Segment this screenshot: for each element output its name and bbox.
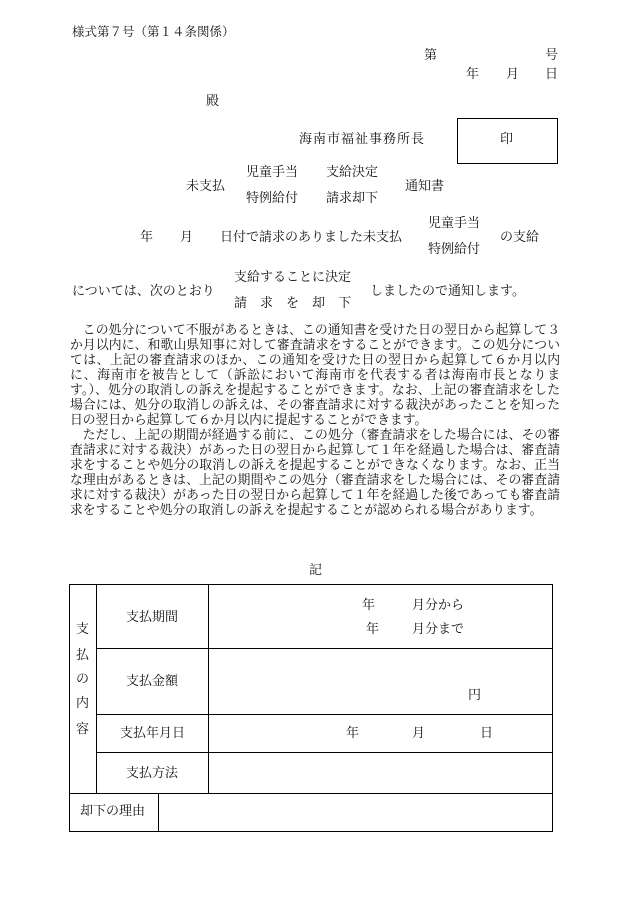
issue-month-label: 月: [506, 67, 520, 82]
table-line: [208, 585, 209, 793]
group-label-char: 内: [76, 696, 90, 711]
statement-allowance-2: 特例給付: [428, 242, 481, 257]
period-to-month: 月分まで: [412, 622, 465, 637]
record-heading: 記: [309, 563, 323, 578]
statement-choice-1: 支給することに決定: [234, 270, 352, 285]
group-label-char: 払: [76, 648, 90, 663]
issuer-name: 海南市福祉事務所長: [299, 132, 426, 147]
period-from-month: 月分から: [412, 598, 465, 613]
statement-year: 年: [140, 230, 154, 245]
statement-line2-start: については、次のとおり: [72, 284, 215, 299]
appeal-notice: [70, 323, 560, 518]
issue-day-label: 日: [545, 67, 559, 82]
period-from-year: 年: [362, 598, 376, 613]
title-allowance-2: 特例給付: [246, 191, 299, 206]
statement-month: 月: [180, 230, 194, 245]
group-label-char: の: [76, 672, 90, 687]
amount-label: 支払金額: [126, 674, 179, 689]
document-number-suffix: 号: [545, 48, 559, 63]
statement-mid: 日付で請求のありました未支払: [220, 230, 403, 245]
table-line: [96, 752, 552, 753]
title-suffix: 通知書: [405, 179, 445, 194]
table-line: [96, 648, 552, 649]
title-prefix: 未支払: [186, 179, 226, 194]
title-allowance-1: 児童手当: [246, 165, 299, 180]
table-line: [96, 714, 552, 715]
title-decision-1: 支給決定: [326, 165, 379, 180]
payment-details-table: [69, 584, 553, 832]
issue-year-label: 年: [466, 67, 480, 82]
period-label: 支払期間: [126, 610, 179, 625]
appeal-paragraph-2: ただし、上記の期間が経過する前に、この処分（審査請求をした場合には、その審査請求に対する裁決）があった日の翌日から起算して１年を経過した場合は、審査請求をすることや処分の取消しの訴えを提起することができなくなります。なお、正当な理由があるときは、上記の期間やこの処分（審査請求をした場合には、その審査請求に対する裁決）があった日の翌日から起算して１年を経過した後であっても審査請求をすることや処分の取消しの訴えを提起することが認められる場合があります。: [70, 428, 560, 518]
date-label: 支払年月日: [120, 726, 186, 741]
reject-reason-label: 却下の理由: [80, 804, 146, 819]
seal-mark: 印: [500, 132, 514, 147]
period-to-year: 年: [366, 622, 380, 637]
group-label-char: 容: [76, 722, 90, 737]
statement-line2-end: しましたので通知します。: [370, 284, 525, 299]
appeal-paragraph-1: この処分について不服があるときは、この通知書を受けた日の翌日から起算して３か月以内に、和歌山県知事に対して審査請求をすることができます。この処分については、上記の審査請求のほか、この通知を受けた日の翌日から起算して６か月以内に、海南市を被告として（訴訟において海南市を代表する者は海南市長となります。）、処分の取消しの訴えを提起することができます。なお、上記の審査請求をした場合には、処分の取消しの訴えは、その審査請求に対する裁決があったことを知った日の翌日から起算して６か月以内に提起することができます。: [70, 323, 560, 428]
amount-unit: 円: [468, 688, 482, 703]
title-decision-2: 請求却下: [326, 191, 379, 206]
table-line: [158, 793, 159, 831]
date-month: 月: [412, 726, 426, 741]
group-label-char: 支: [76, 622, 90, 637]
addressee-suffix: 殿: [206, 94, 220, 109]
document-number-prefix: 第: [424, 48, 438, 63]
table-line: [70, 793, 552, 794]
statement-end: の支給: [500, 230, 540, 245]
statement-allowance-1: 児童手当: [428, 216, 481, 231]
date-year: 年: [346, 726, 360, 741]
form-number: 様式第７号（第１４条関係）: [72, 24, 235, 39]
date-day: 日: [480, 726, 494, 741]
table-line: [96, 585, 97, 793]
statement-choice-2: 請 求 を 却 下: [234, 296, 352, 311]
method-label: 支払方法: [126, 766, 179, 781]
